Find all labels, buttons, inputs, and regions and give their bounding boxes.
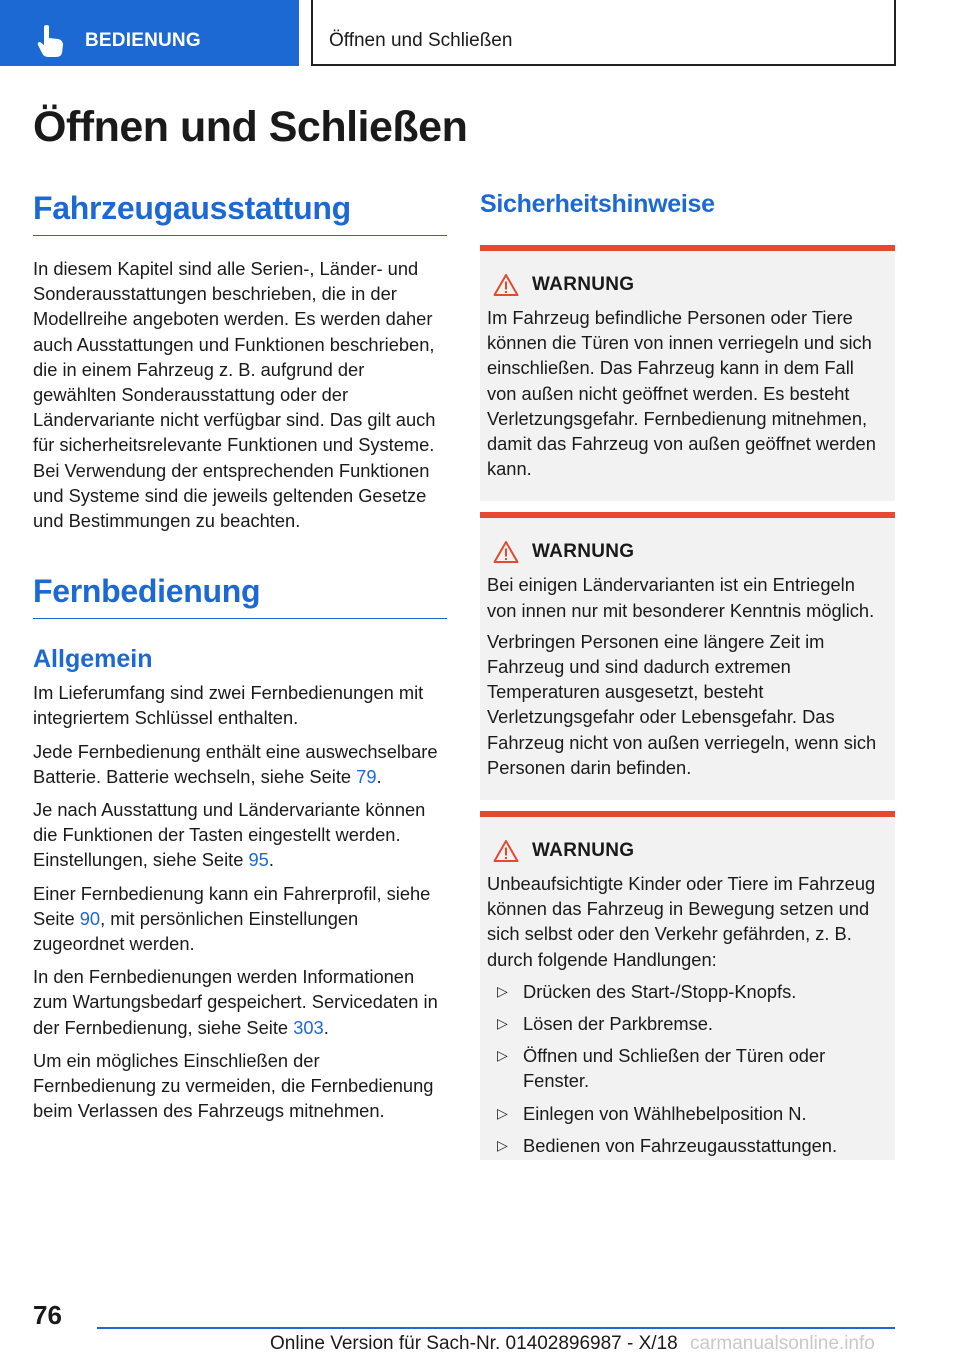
paragraph-2 [33,739,447,789]
section-title-sicherheitshinweise: Sicherheitshinweise [480,190,715,218]
page-link-79[interactable]: 79 [356,765,377,787]
paragraph-5 [33,964,447,1040]
list-item-text: Öffnen und Schließen der Türen oder Fenster. [523,1045,826,1092]
list-item [487,1043,887,1093]
paragraph-2-end: . [376,765,382,787]
chapter-tab-label: BEDIENUNG [85,30,201,51]
paragraph-1: Im Lieferumfang sind zwei Fernbedienungen mit integriertem Schlüssel enthalten. [33,682,424,729]
page-link-95[interactable]: 95 [248,849,269,871]
bullet-triangle-icon: ▷ [497,1104,508,1121]
page-link-303[interactable]: 303 [293,1016,324,1038]
list-item [487,1101,887,1126]
list-item-text: Drücken des Start-/Stopp-Knopfs. [523,980,797,1002]
subsection-title-allgemein: Allgemein [33,645,153,674]
warning-label: WARNUNG [532,840,635,862]
paragraph-5-end: . [323,1016,329,1038]
warning-box-1 [480,245,895,501]
page-title: Öffnen und Schließen [33,103,468,151]
left-column [33,190,447,1123]
paragraph-2-text: Jede Fernbedienung enthält eine auswechselbare Batterie. Batterie wechseln, siehe Seite [33,740,438,787]
page-link-90[interactable]: 90 [79,907,101,929]
section-text-fahrzeugausstattung: In diesem Kapitel sind alle Serien-, Länder- und Sonderausstattungen beschrieben, die in der Modellreihe angeboten werden. Es werden daher auch Ausstattungen und Funktionen beschrieben, die in einem Fahrzeug z. B. aufgrund der gewählten Sonderausstattung oder der Ländervariante nicht verfügbar sind. Das gilt auch für sicherheitsrelevante Funktionen und Systeme. Bei Verwendung der entsprechenden Funktionen und Systeme sind die jeweils geltenden Gesetze und Bestimmungen zu beachten. [33,258,436,532]
bullet-triangle-icon: ▷ [497,1015,508,1032]
paragraph-3-text: Je nach Ausstattung und Ländervariante können die Funktionen der Tasten eingestellt werden. Einstellungen, siehe Seite [33,799,426,871]
watermark: carmanualsonline.info [690,1333,875,1354]
warning-text: Bei einigen Ländervarianten ist ein Entriegeln von innen nur mit besonderer Kenntnis möglich. [487,574,875,621]
section-title-fahrzeugausstattung: Fahrzeugausstattung [33,190,447,236]
warning-triangle-icon [493,540,519,564]
section-header [311,0,896,66]
footer-text: Online Version für Sach-Nr. 01402896987 - X/18 [270,1333,678,1354]
warning-box-3 [480,811,895,1160]
list-item-text: Bedienen von Fahrzeugausstattungen. [523,1134,838,1156]
warning-header [487,271,887,299]
right-column [480,190,895,1171]
page-number: 76 [33,1300,62,1330]
warning-text: Im Fahrzeug befindliche Personen oder Tiere können die Türen von innen verriegeln und sich einschließen. Das Fahrzeug kann in dem Fall von außen nicht geöffnet werden. Es besteht Verletzungsgefahr. Fernbedienung mitnehmen, damit das Fahrzeug von außen geöffnet werden kann. [487,307,876,480]
bullet-triangle-icon: ▷ [497,1047,508,1064]
list-item [487,1011,887,1036]
warning-text: Unbeaufsichtigte Kinder oder Tiere im Fahrzeug können das Fahrzeug in Bewegung setzen und sich selbst oder den Verkehr gefährden, z. B. durch folgende Handlungen: [487,873,876,970]
section-title-fernbedienung: Fernbedienung [33,573,447,619]
list-item [487,1133,887,1158]
paragraph-4 [33,881,447,957]
chapter-tab[interactable] [0,0,299,66]
paragraph-4-text: Einer Fernbedienung kann ein Fahrerprofil, siehe Seite [33,882,431,929]
footer-divider [97,1327,895,1329]
list-item [487,979,887,1004]
bullet-triangle-icon: ▷ [497,1136,508,1153]
paragraph-3-end: . [268,849,274,871]
paragraph-3 [33,797,447,873]
list-item-text: Einlegen von Wählhebelposition N. [523,1102,807,1124]
pointing-hand-icon [36,24,66,58]
warning-text: Verbringen Personen eine längere Zeit im Fahrzeug und sind dadurch extremen Temperaturen ausgesetzt, besteht Verletzungsgefahr oder Lebensgefahr. Das Fahrzeug nicht von außen verriegeln, wenn sich Personen darin befinden. [487,630,877,778]
warning-triangle-icon [493,273,519,297]
list-item-text: Lösen der Parkbremse. [523,1013,714,1035]
warning-header [487,538,887,566]
warning-header [487,837,887,865]
bullet-triangle-icon: ▷ [497,982,508,999]
paragraph-4-end: , mit persönlichen Einstellungen zugeordnet werden. [33,907,359,955]
paragraph-6: Um ein mögliches Einschließen der Fernbedienung zu vermeiden, die Fernbedienung beim Verlassen des Fahrzeugs mitnehmen. [33,1049,434,1122]
warning-box-2 [480,512,895,800]
warning-label: WARNUNG [532,541,635,563]
section-header-label: Öffnen und Schließen [329,30,513,51]
warning-label: WARNUNG [532,274,635,295]
paragraph-5-text: In den Fernbedienungen werden Informationen zum Wartungsbedarf gespeichert. Servicedaten in der Fernbedienung, siehe Seite [33,966,438,1038]
warning-triangle-icon [493,839,519,863]
